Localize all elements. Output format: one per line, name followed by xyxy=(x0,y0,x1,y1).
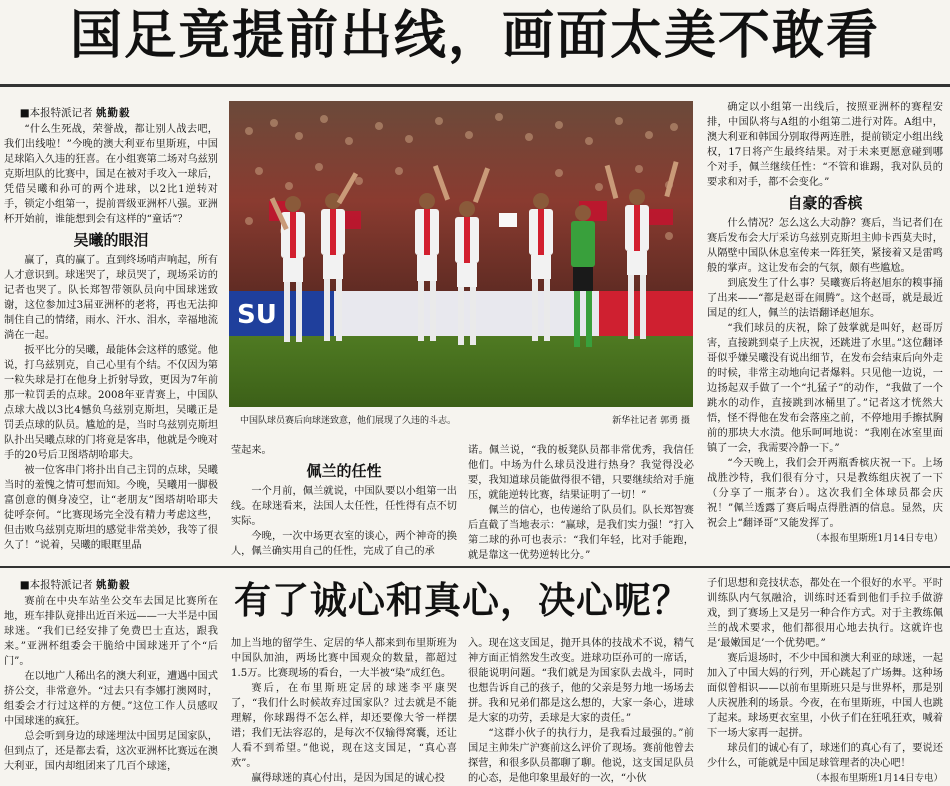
subheading-proud-champagne: 自豪的香槟 xyxy=(787,194,863,212)
paragraph: 赛后，在布里斯班定居的球迷李平康哭了，“我们什么时候故弃过国家队？过去就是不能理解，你球踢得不怎么样，却还要像大爷一样摆谱；我们无法容忍的，是每次不仅输得窝囊，还让人看不到希望。”他说，现在这支国足，“真心喜欢”。 xyxy=(231,683,457,769)
top-article-col-3 xyxy=(468,443,694,561)
byline xyxy=(4,576,218,594)
svg-text:SU: SU xyxy=(237,300,277,330)
paragraph: “今天晚上，我们会开两瓶香槟庆祝一下。上场战胜沙特，我们很有分寸，只是教练组庆祝了一下（分享了一瓶茅台）。这次我们全体球员都会庆祝！”佩兰透露了赛后喝点得胜酒的信息。显然，庆祝会上“翻译哥”又能发挥了。 xyxy=(707,458,943,529)
team-celebration-photo xyxy=(229,101,693,407)
paragraph: 被一位客串门将扑出自己主罚的点球，吴曦当时的羞愧之情可想而知。今晚，吴曦用一脚极富创意的侧身凌空，让“老朋友”图塔胡哈耶夫徒呼奈何。“比赛现场完全没有精力考虑这些，但击败乌兹别克斯坦的感觉非常美妙，我等了很久了！”说着，吴曦的眼眶里晶 xyxy=(4,465,218,551)
bottom-article-col-1 xyxy=(4,576,218,774)
paragraph: 诺。佩兰说，“我的板凳队员都非常优秀，我信任他们。中场为什么球员没进行热身？我觉得没必要，我知道球员能做得很不错，只要继续给对手施压，就能逆转比赛，结果证明了一切！” xyxy=(468,445,694,501)
byline-prefix: ■本报特派记者 xyxy=(19,107,93,119)
bottom-article-col-3 xyxy=(468,636,694,784)
paragraph: “什么生死战，荣誉战，都让别人战去吧，我们出线啦！”今晚的澳大利亚布里斯班，中国足球陷入久违的狂喜。在小组赛第二场对乌兹别克斯坦队的比赛中，国足在被对手攻入一球后，凭借吴曦和孙可的两个进球，以2比1逆转对手，锁定小组第一，提前晋级亚洲杯八强。亚洲杯开始前，谁能想到会有这样的“童话”？ xyxy=(4,124,218,225)
paragraph: 子们思想和竞技状态，都处在一个很好的水平。平时训练队内气氛融洽，训练时还看到他们手拉手做游戏，到了赛场上又是另一种合作方式。对于主教练佩兰的战术要求，他们都很用心地去执行。这就许也是‘最嫩国足’一个优势吧。” xyxy=(707,578,943,649)
paragraph: 在以地广人稀出名的澳大利亚，遭遇中国式挤公交，非常意外。“过去只有李娜打澳网时，组委会才行过这样的方便。”这位工作人员感叹中国球迷的疯狂。 xyxy=(4,671,218,727)
bottom-article-col-4 xyxy=(707,576,943,784)
top-article-col-2 xyxy=(231,443,457,561)
section-divider xyxy=(0,566,950,568)
photo-credit: 新华社记者 郭勇 摄 xyxy=(612,416,690,426)
byline-name: 姚勤毅 xyxy=(96,107,131,119)
paragraph: 扳平比分的吴曦，最能体会这样的感觉。他说，打乌兹别克，自己心里有个结。不仅因为第一粒失球是打在他身上折射导致，更因为7年前那一粒罚丢的点球。2008年亚青赛上，中国队点球大战以3比4憾负乌兹别克斯坦，吴曦正是罚丢点球的队员。尴尬的是，当时乌兹别克斯坦队扑出吴曦点球的门将竟是客串，他就是今晚对手的20号后卫图塔胡哈耶夫。 xyxy=(4,345,218,461)
paragraph: 佩兰的信心，也传递给了队员们。队长郑智赛后直截了当地表示：“赢球，是我们实力强！”打入第二球的孙可也表示：“我们年轻，比对手能跑，就是靠这一优势逆转比分。” xyxy=(468,505,694,561)
top-article-col-1 xyxy=(4,104,218,562)
paragraph: 到底发生了什么事？吴曦赛后将赵旭东的糗事捅了出来——“都是赵哥在闹腾”。这个赵哥，就是最近国足的红人，佩兰的法语翻译赵旭东。 xyxy=(707,278,943,319)
paragraph: 入。现在这支国足，抛开具体的技战术不说，精气神方面正悄然发生改变。进球功臣孙可的一席话，很能说明问题。“我们就是为国家队去战斗，同时也想告诉自己的孩子，他的父亲是努力地一场场去拼。我和兄弟们都是这么想的，大家一条心，进球是大家的功劳，丢球是大家的责任。” xyxy=(468,638,694,724)
paragraph: 什么情况？怎么这么大动静？赛后，当记者们在赛后发布会大厅采访乌兹别克斯坦主帅卡西莫夫时，从隔壁中国队休息室传来一阵狂笑，紧接着又是雷鸣般的掌声。这让发布会的气氛，颇有些尴尬。 xyxy=(707,218,943,274)
byline-prefix: ■本报特派记者 xyxy=(19,579,93,591)
photo-caption: 中国队球员赛后向球迷致意，他们展现了久违的斗志。 xyxy=(240,416,457,426)
subheading-wu-xi-tears: 吴曦的眼泪 xyxy=(73,231,149,249)
byline xyxy=(4,104,218,122)
headline-rule xyxy=(0,84,950,87)
bottom-article-col-2 xyxy=(231,636,457,784)
main-headline: 国足竟提前出线，画面太美不敢看 xyxy=(69,6,880,66)
paragraph: 总会听到身边的球迷埋汰中国男足国家队，但到点了，还是都去看，这次亚洲杯比赛远在澳大利亚，国内却组团来了几百个球迷， xyxy=(4,731,218,772)
paragraph: 赢得球迷的真心付出，是因为国足的诚心投 xyxy=(251,773,445,784)
paragraph: 赢了，真的赢了。直到终场哨声响起，所有人才意识到。球迷哭了，球员哭了，现场采访的记者也哭了。队长郑智带领队员向中国球迷致谢，这位参加过3届亚洲杯的老将，再也无法抑制住自己的情绪，雨水、汗水、泪水，幸福地流淌在一起。 xyxy=(4,255,218,341)
paragraph: “我们球员的庆祝，除了鼓掌就是叫好，赵哥厉害，直接跳到桌子上庆祝，还跳进了水里。”这位翻译哥似乎嫌吴曦没有说出细节，在发布会结束后向外走的时候，非常主动地向记者爆料。只见他一边说，一边扬起双手做了一个“扎猛子”的动作，“我做了一个跳水的动作，直接跳到冰桶里了。”记者这才恍然大悟，怪不得他在发布会落座之前，不停地用手擦拭胸前的那块大水渍。他乐呵呵地说：“我刚在冰室里面镇了一会，我需要冷静一下。” xyxy=(707,323,943,454)
paragraph: 赛后退场时，不少中国和澳大利亚的球迷，一起加入了中国大妈的行列，开心跳起了广场舞。这种场面似曾相识——以前布里斯班只是与世界杯，那是别人庆祝胜利的场景。今夜，在布里斯班，中国人也跳了起来。球场更衣室里，小伙子们在狂吼狂欢，喊着下一场大家再一起拼。 xyxy=(707,653,943,739)
paragraph: 确定以小组第一出线后，按照亚洲杯的赛程安排，中国队将与A组的小组第二进行对阵。A组中，澳大利亚和韩国分别取得两连胜，提前锁定小组出线权，17日将产生最终结果。对于未来更愿意碰到哪个对手，佩兰继续任性：“不管和谁踢，我对队员的要求和对手，都不会变化。” xyxy=(707,102,943,188)
paragraph: 莹起来。 xyxy=(231,445,272,456)
paragraph: 今晚，一次中场更衣室的谈心，两个神奇的换人，佩兰确实用自己的任性，完成了自己的承 xyxy=(231,531,457,557)
paragraph: 赛前在中央车站坐公交车去国足比赛所在地，班车排队竟排出近百米远——一大半是中国球迷。“我们已经安排了免费巴士直达，跟我来。”亚洲杯组委会干脆给中国球迷开了个“后门”。 xyxy=(4,596,218,667)
dateline-credit: （本报布里斯班1月14日专电） xyxy=(810,773,943,784)
top-article-col-4 xyxy=(707,100,943,562)
paragraph: 球员们的诚心有了，球迷们的真心有了，要说还少什么，可能就是中国足球管理者的决心吧！ xyxy=(707,743,943,769)
paragraph: 一个月前，佩兰就说，中国队要以小组第一出线。在球迷看来，法国人太任性，任性得有点不切实际。 xyxy=(231,486,457,527)
photo-caption-row xyxy=(240,414,690,428)
paragraph: 加上当地的留学生、定居的华人都来到布里斯班为中国队加油，两场比赛中国观众的数量，都超过1.5万。比赛现场的看台，一大半被“染”成红色。 xyxy=(231,638,457,679)
byline-name: 姚勤毅 xyxy=(96,579,131,591)
dateline-credit: （本报布里斯班1月14日专电） xyxy=(810,533,943,544)
subheading-perrin-willful: 佩兰的任性 xyxy=(306,462,382,480)
paragraph: “这群小伙子的执行力，是我看过最强的。”前国足主帅朱广沪赛前这么评价了现场。赛前他曾去探营，和很多队员都聊了聊。他说，这支国足队员的心态，是他印象里最好的一次，“小伙 xyxy=(468,728,694,784)
second-headline: 有了诚心和真心，决心呢？ xyxy=(234,579,690,622)
